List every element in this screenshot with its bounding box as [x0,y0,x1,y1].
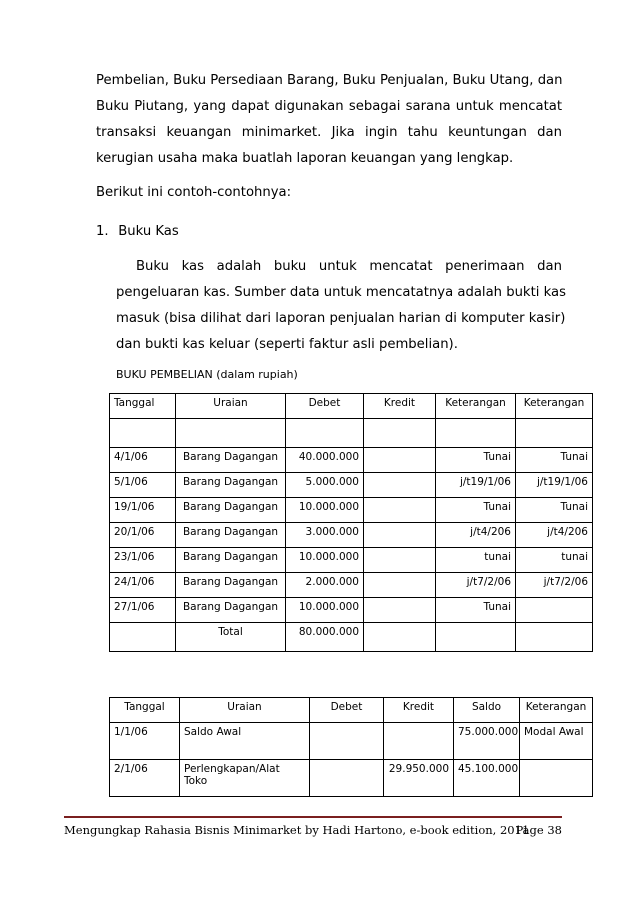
table-row: 24/1/06 Barang Dagangan 2.000.000 j/t7/2/06 j/t7/2/06 [110,573,593,598]
header-uraian: Uraian [180,698,310,723]
table-row: 23/1/06 Barang Dagangan 10.000.000 tunai tunai [110,548,593,573]
table-row: 19/1/06 Barang Dagangan 10.000.000 Tunai Tunai [110,498,593,523]
intro-line-3: transaksi keuangan minimarket. Jika ingin tahu keuntungan dan [96,125,562,140]
total-label: Total [176,623,286,652]
header-debet: Debet [310,698,384,723]
page-number: Page 38 [515,823,562,837]
table-row: 20/1/06 Barang Dagangan 3.000.000 j/t4/206 j/t4/206 [110,523,593,548]
table-row-blank [110,419,593,448]
table-row: 27/1/06 Barang Dagangan 10.000.000 Tunai [110,598,593,623]
section-heading-buku-kas [96,224,179,239]
intro-line-1: Pembelian, Buku Persediaan Barang, Buku Penjualan, Buku Utang, dan [96,73,563,88]
total-value: 80.000.000 [286,623,364,652]
table-row: 1/1/06 Saldo Awal 75.000.000 Modal Awal [110,723,593,760]
header-kredit: Kredit [364,394,436,419]
header-tanggal: Tanggal [110,698,180,723]
table-row: 2/1/06 Perlengkapan/Alat Toko 29.950.000 45.100.000 [110,760,593,797]
header-kredit: Kredit [384,698,454,723]
header-debet: Debet [286,394,364,419]
table-header-row [110,698,593,723]
footer-book-title: Mengungkap Rahasia Bisnis Minimarket by Hadi Hartono, e-book edition, 2011 [64,823,530,837]
table-header-row [110,394,593,419]
section-number: 1. [96,224,109,239]
intro-line-2: Buku Piutang, yang dapat digunakan sebagai sarana untuk mencatat [96,99,562,114]
examples-lead: Berikut ini contoh-contohnya: [96,185,292,200]
buku-kas-table [109,697,593,797]
kas-line-1: Buku kas adalah buku untuk mencatat penerimaan dan [136,259,562,274]
table1-caption: BUKU PEMBELIAN (dalam rupiah) [116,368,298,381]
table-row: 4/1/06 Barang Dagangan 40.000.000 Tunai Tunai [110,448,593,473]
table-row: 5/1/06 Barang Dagangan 5.000.000 j/t19/1/06 j/t19/1/06 [110,473,593,498]
kas-line-3: masuk (bisa dilihat dari laporan penjualan harian di komputer kasir) [116,311,566,326]
section-title: Buku Kas [118,224,179,239]
footer-rule [64,816,562,818]
header-tanggal: Tanggal [110,394,176,419]
intro-line-4: kerugian usaha maka buatlah laporan keuangan yang lengkap. [96,151,514,166]
buku-pembelian-table [109,393,593,652]
intro-paragraph [96,68,562,172]
header-uraian: Uraian [176,394,286,419]
buku-kas-paragraph [116,254,566,358]
kas-line-4: dan bukti kas keluar (seperti faktur asli pembelian). [116,337,458,352]
header-keterangan-2: Keterangan [516,394,593,419]
kas-line-2: pengeluaran kas. Sumber data untuk mencatatnya adalah bukti kas [116,285,566,300]
header-keterangan: Keterangan [520,698,593,723]
header-saldo: Saldo [454,698,520,723]
header-keterangan-1: Keterangan [436,394,516,419]
table-total-row [110,623,593,652]
